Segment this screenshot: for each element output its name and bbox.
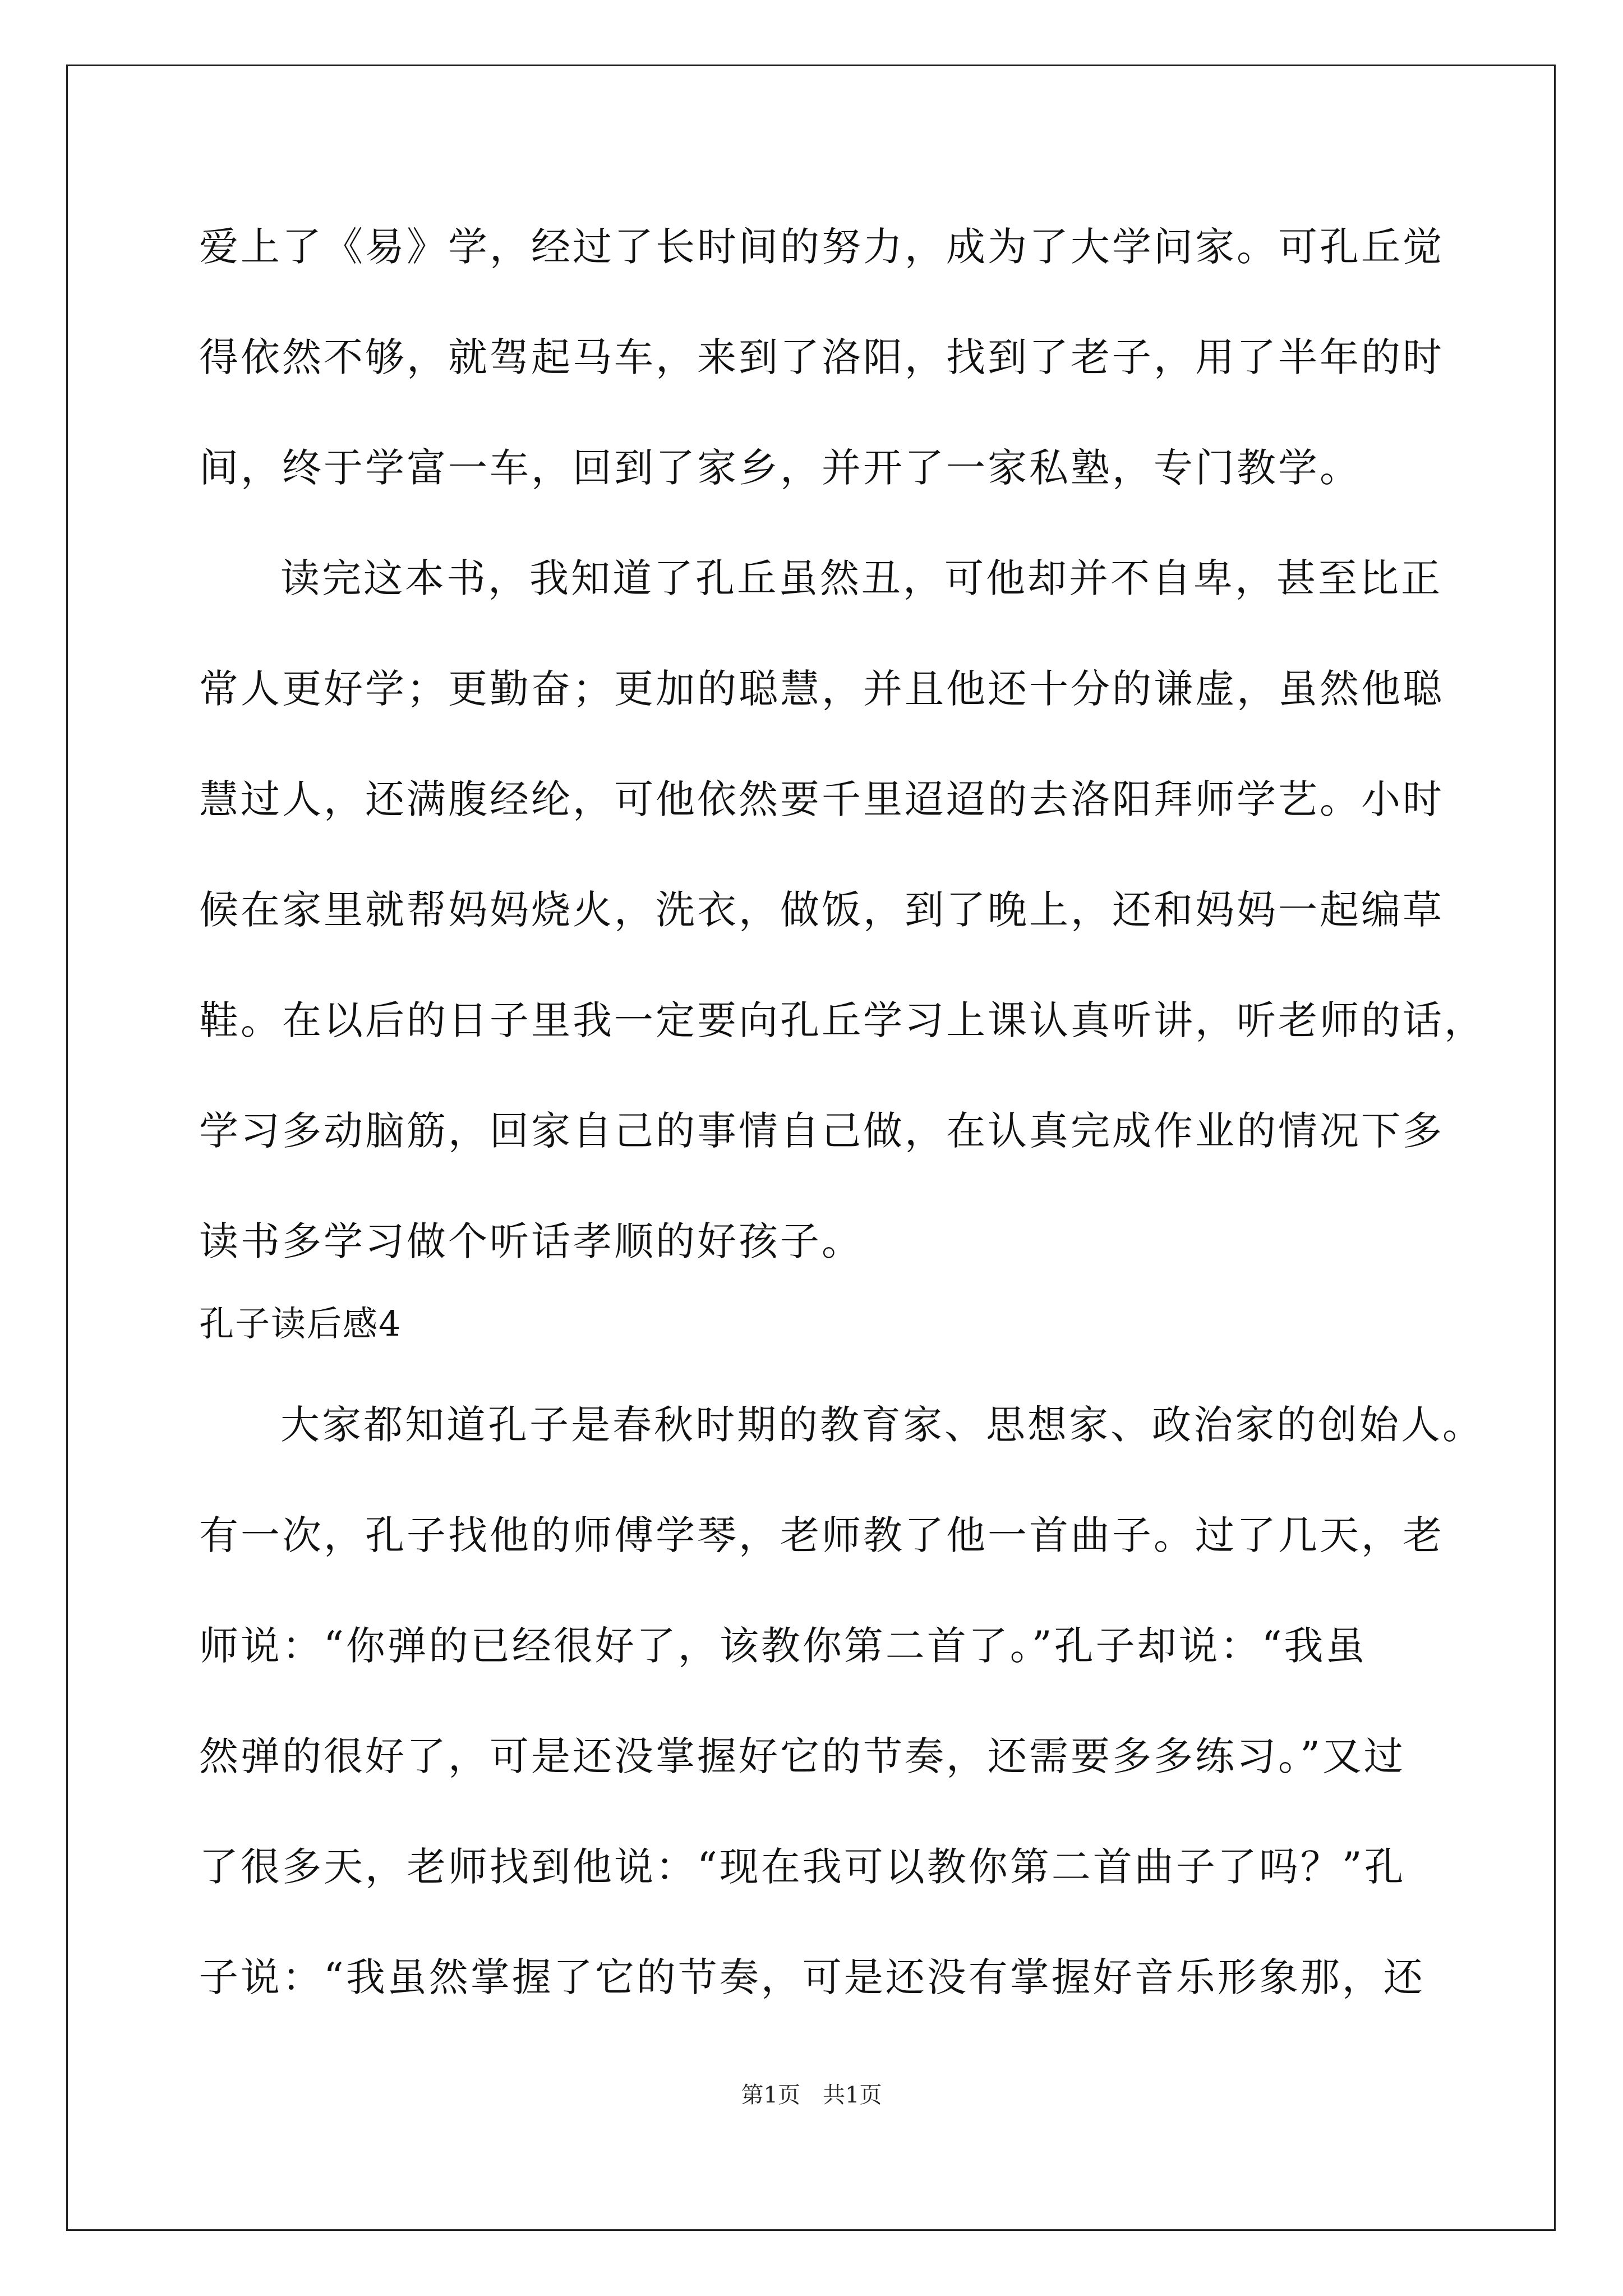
page-footer: 第1页 共1页 xyxy=(741,2082,882,2108)
story-paragraph-line-5: 了很多天，老师找到他说：“现在我可以教你第二首曲子了吗？”孔 xyxy=(199,1844,1406,1890)
reflection-paragraph-line-2: 常人更好学；更勤奋；更加的聪慧，并且他还十分的谦虚，虽然他聪 xyxy=(199,666,1444,712)
reflection-paragraph-line-5: 鞋。在以后的日子里我一定要向孔丘学习上课认真听讲，听老师的话， xyxy=(199,997,1486,1043)
continued-paragraph-line-1: 爱上了《易》学，经过了长时间的努力，成为了大学问家。可孔丘觉 xyxy=(199,224,1444,270)
reflection-paragraph-line-7: 读书多学习做个听话孝顺的好孩子。 xyxy=(199,1218,863,1264)
story-paragraph-line-1: 大家都知道孔子是春秋时期的教育家、思想家、政治家的创始人。 xyxy=(280,1402,1484,1448)
continued-paragraph-line-2: 得依然不够，就驾起马车，来到了洛阳，找到了老子，用了半年的时 xyxy=(199,334,1444,380)
story-paragraph-line-3: 师说：“你弹的已经很好了，该教你第二首了。”孔子却说：“我虽 xyxy=(199,1623,1367,1669)
section-title: 孔子读后感4 xyxy=(199,1303,402,1344)
reflection-paragraph-line-6: 学习多动脑筋，回家自己的事情自己做，在认真完成作业的情况下多 xyxy=(199,1108,1444,1154)
reflection-paragraph-line-3: 慧过人，还满腹经纶，可他依然要千里迢迢的去洛阳拜师学艺。小时 xyxy=(199,776,1444,822)
reflection-paragraph-line-4: 候在家里就帮妈妈烧火，洗衣，做饭，到了晚上，还和妈妈一起编草 xyxy=(199,887,1444,933)
continued-paragraph-line-3: 间，终于学富一车，回到了家乡，并开了一家私塾，专门教学。 xyxy=(199,445,1361,491)
story-paragraph-line-6: 子说：“我虽然掌握了它的节奏，可是还没有掌握好音乐形象那，还 xyxy=(199,1954,1425,2000)
story-paragraph-line-4: 然弹的很好了，可是还没掌握好它的节奏，还需要多多练习。”又过 xyxy=(199,1733,1405,1779)
reflection-paragraph-line-1: 读完这本书，我知道了孔丘虽然丑，可他却并不自卑，甚至比正 xyxy=(280,555,1442,601)
story-paragraph-line-2: 有一次，孔子找他的师傅学琴，老师教了他一首曲子。过了几天，老 xyxy=(199,1512,1444,1558)
